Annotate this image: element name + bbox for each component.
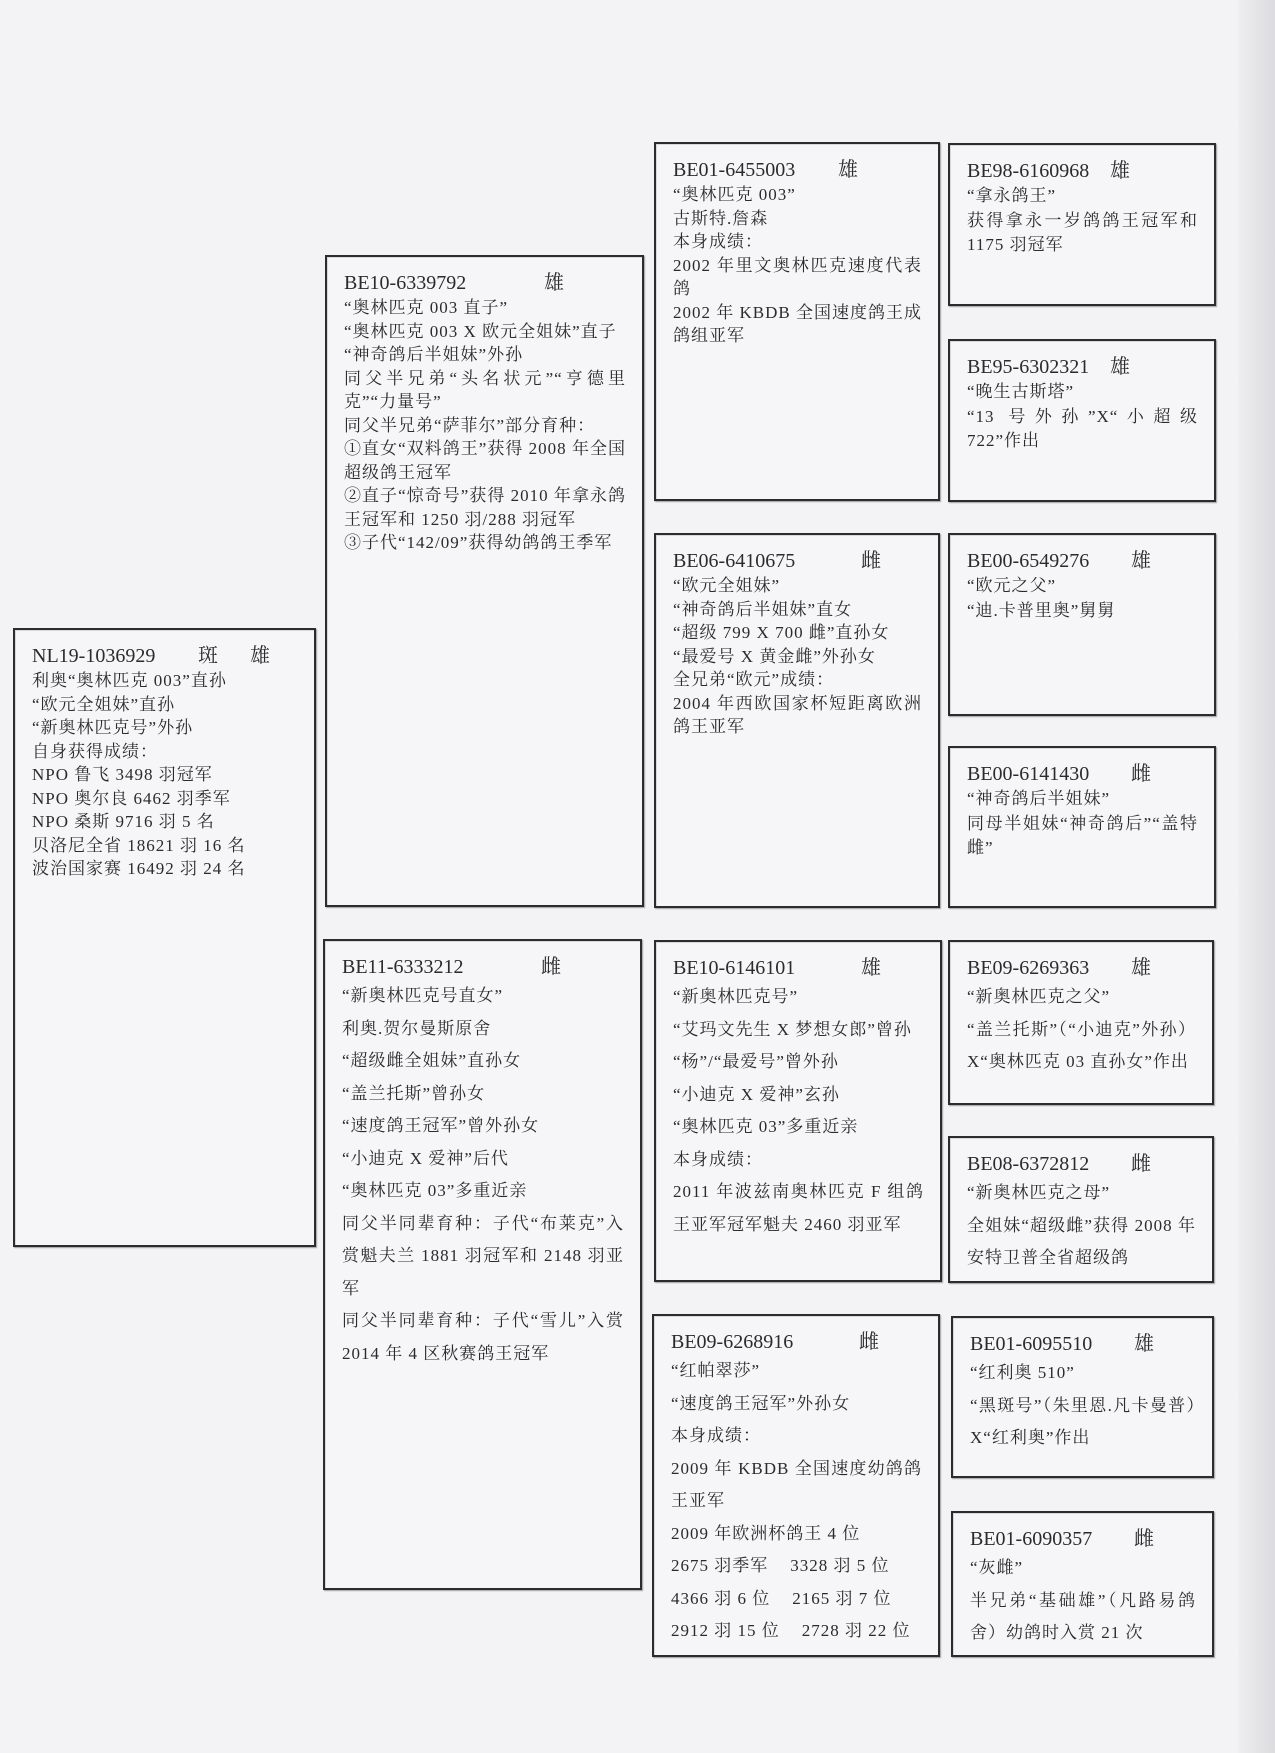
info-line: “奥林匹克 003 X 欧元全姐妹”直子 bbox=[344, 321, 617, 341]
result-row bbox=[671, 1615, 922, 1648]
ring-number: BE06-6410675 bbox=[673, 550, 796, 572]
info-line: “艾玛文先生 X 梦想女郎”曾孙 bbox=[673, 1019, 912, 1039]
info-line: 自身获得成绩： bbox=[32, 741, 158, 761]
ring-number: BE09-6268916 bbox=[671, 1331, 794, 1353]
info-line: 利奥“奥林匹克 003”直孙 bbox=[32, 671, 227, 690]
info-line: “小迪克 X 爱神”后代 bbox=[342, 1148, 509, 1168]
info-line: “速度鸽王冠军”外孙女 bbox=[671, 1393, 851, 1413]
info-line: “速度鸽王冠军”曾外孙女 bbox=[342, 1116, 540, 1135]
info-line: “新奥林匹克之母” bbox=[967, 1183, 1111, 1202]
sex-label: 雄 bbox=[1131, 550, 1151, 572]
ring-number: BE09-6269363 bbox=[967, 957, 1090, 979]
ring-number: BE00-6549276 bbox=[967, 550, 1090, 572]
info-line: NPO 奥尔良 6462 羽季军 bbox=[32, 788, 231, 808]
info-line: “晚生古斯塔” bbox=[967, 382, 1075, 401]
info-line: 贝洛尼全省 18621 羽 16 名 bbox=[32, 835, 246, 855]
info-line: 2002 年里文奥林匹克速度代表鸽 bbox=[673, 255, 922, 298]
sex-label: 雄 bbox=[544, 272, 564, 294]
info-line: NPO 鲁飞 3498 羽冠军 bbox=[32, 765, 213, 784]
sex-label: 雌 bbox=[859, 1331, 879, 1353]
pedigree-box-dam-dam bbox=[652, 1314, 940, 1657]
result-item: 2912 羽 15 位 bbox=[671, 1621, 780, 1640]
info-line: “新奥林匹克号”外孙 bbox=[32, 718, 194, 737]
result-item: 3328 羽 5 位 bbox=[790, 1556, 890, 1575]
info-line: 2011 年波兹南奥林匹克 F 组鸽王亚军冠军魁夫 2460 羽亚军 bbox=[673, 1182, 924, 1234]
info-line: 半兄弟“基础雄”（凡路易鸽舍）幼鸽时入赏 21 次 bbox=[970, 1590, 1196, 1642]
info-line: “灰雌” bbox=[970, 1558, 1024, 1577]
ring-number: BE10-6146101 bbox=[673, 957, 796, 979]
pedigree-box-dam-sire-sire bbox=[948, 940, 1214, 1105]
info-line: “盖兰托斯”曾孙女 bbox=[342, 1083, 486, 1103]
info-line: NPO 桑斯 9716 羽 5 名 bbox=[32, 812, 215, 831]
info-line: “拿永鸽王” bbox=[967, 186, 1057, 205]
pedigree-box-sire-sire-dam bbox=[948, 339, 1216, 502]
id-row bbox=[967, 955, 1196, 981]
ring-number: BE01-6455003 bbox=[673, 159, 796, 181]
info-line: “13 号外孙”X“小超级 722”作出 bbox=[967, 406, 1198, 450]
info-line: ②直子“惊奇号”获得 2010 年拿永鸽王冠军和 1250 羽/288 羽冠军 bbox=[344, 486, 626, 529]
info-line: ①直女“双料鸽王”获得 2008 年全国超级鸽王冠军 bbox=[344, 439, 626, 482]
pedigree-box-sire-sire bbox=[654, 142, 940, 501]
pedigree-box-dam bbox=[323, 939, 642, 1590]
id-row bbox=[32, 643, 298, 669]
sex-label: 雄 bbox=[1110, 160, 1130, 182]
sex-label: 雄 bbox=[861, 957, 881, 979]
info-line: “盖兰托斯”（“小迪克”外孙）X“奥林匹克 03 直孙女”作出 bbox=[967, 1019, 1196, 1071]
sex-label: 雄 bbox=[838, 159, 858, 181]
id-row bbox=[967, 1151, 1196, 1177]
info-line: 同父半兄弟“头名状元”“亨德里克”“力量号” bbox=[344, 368, 626, 411]
id-row bbox=[671, 1329, 922, 1355]
info-line: “神奇鸽后半姐妹”直女 bbox=[673, 599, 853, 619]
sex-label: 雄 bbox=[1110, 356, 1130, 378]
info-line: “新奥林匹克之父” bbox=[967, 987, 1111, 1006]
info-line: “新奥林匹克号直女” bbox=[342, 986, 504, 1005]
info-line: “神奇鸽后半姐妹” bbox=[967, 789, 1111, 808]
pedigree-box-dam-sire-dam bbox=[948, 1136, 1214, 1283]
info-line: 同母半姐妹“神奇鸽后”“盖特雌” bbox=[967, 813, 1198, 857]
id-row bbox=[342, 954, 624, 980]
info-line: “奥林匹克 03”多重近亲 bbox=[673, 1117, 859, 1136]
result-item: 2165 羽 7 位 bbox=[792, 1588, 892, 1608]
info-line: 本身成绩： bbox=[673, 232, 763, 251]
info-line: “奥林匹克 03”多重近亲 bbox=[342, 1181, 528, 1200]
ring-number: NL19-1036929 bbox=[32, 645, 156, 667]
info-line: 同父半同辈育种：子代“雪儿”入赏 2014 年 4 区秋赛鸽王冠军 bbox=[342, 1311, 624, 1363]
result-row bbox=[671, 1550, 922, 1583]
info-line: 古斯特.詹森 bbox=[673, 208, 769, 228]
info-line: ③子代“142/09”获得幼鸽鸽王季军 bbox=[344, 533, 613, 552]
ring-number: BE10-6339792 bbox=[344, 272, 467, 294]
info-line: “红利奥 510” bbox=[970, 1363, 1075, 1382]
sex-label: 雌 bbox=[541, 956, 561, 978]
info-line: 获得拿永一岁鸽鸽王冠军和 1175 羽冠军 bbox=[967, 210, 1198, 254]
color-label: 斑 bbox=[198, 645, 218, 667]
info-line: “新奥林匹克号” bbox=[673, 987, 799, 1006]
pedigree-box-subject bbox=[13, 628, 316, 1247]
id-row bbox=[673, 548, 922, 574]
ring-number: BE95-6302321 bbox=[967, 356, 1090, 378]
sex-label: 雌 bbox=[861, 550, 881, 572]
sex-label: 雄 bbox=[1134, 1333, 1154, 1355]
id-row bbox=[970, 1526, 1196, 1552]
ring-number: BE98-6160968 bbox=[967, 160, 1090, 182]
info-line: 全姐妹“超级雌”获得 2008 年安特卫普全省超级鸽 bbox=[967, 1215, 1196, 1267]
info-line: 本身成绩： bbox=[671, 1426, 761, 1445]
info-line: “神奇鸽后半姐妹”外孙 bbox=[344, 345, 524, 364]
id-row bbox=[673, 955, 924, 981]
info-line: “最爱号 X 黄金雌”外孙女 bbox=[673, 646, 876, 666]
result-item: 2728 羽 22 位 bbox=[801, 1621, 911, 1640]
scan-edge bbox=[1238, 0, 1275, 1753]
info-line: 2009 年欧洲杯鸽王 4 位 bbox=[671, 1523, 861, 1543]
info-line: “杨”/“最爱号”曾外孙 bbox=[673, 1052, 839, 1071]
info-line: 2002 年 KBDB 全国速度鸽王成鸽组亚军 bbox=[673, 302, 922, 345]
id-row bbox=[673, 157, 922, 183]
pedigree-box-sire-dam bbox=[654, 533, 940, 908]
sex-label: 雌 bbox=[1131, 763, 1151, 785]
result-row bbox=[671, 1583, 922, 1616]
info-line: “红帕翠莎” bbox=[671, 1361, 761, 1380]
sex-label: 雄 bbox=[1131, 957, 1151, 979]
info-line: 利奥.贺尔曼斯原舍 bbox=[342, 1018, 492, 1038]
info-line: “超级雌全姐妹”直孙女 bbox=[342, 1051, 522, 1070]
sex-label: 雌 bbox=[1131, 1153, 1151, 1175]
ring-number: BE01-6095510 bbox=[970, 1333, 1093, 1355]
ring-number: BE11-6333212 bbox=[342, 956, 464, 978]
id-row bbox=[967, 548, 1198, 574]
info-line: “小迪克 X 爱神”玄孙 bbox=[673, 1084, 840, 1104]
info-line: “欧元全姐妹”直孙 bbox=[32, 694, 176, 714]
info-line: 2009 年 KBDB 全国速度幼鸽鸽王亚军 bbox=[671, 1458, 922, 1510]
pedigree-box-sire-sire-sire bbox=[948, 143, 1216, 306]
info-line: “欧元之父” bbox=[967, 576, 1057, 595]
info-line: 同父半同辈育种：子代“布莱克”入赏魁夫兰 1881 羽冠军和 2148 羽亚军 bbox=[342, 1213, 624, 1298]
pedigree-box-dam-dam-sire bbox=[951, 1316, 1214, 1478]
info-line: 波治国家赛 16492 羽 24 名 bbox=[32, 859, 246, 878]
ring-number: BE08-6372812 bbox=[967, 1153, 1090, 1175]
id-row bbox=[967, 354, 1198, 380]
info-line: 全兄弟“欧元”成绩： bbox=[673, 670, 835, 689]
info-line: 2004 年西欧国家杯短距离欧洲鸽王亚军 bbox=[673, 693, 922, 736]
info-line: “黑斑号”（朱里恩.凡卡曼普）X“红利奥”作出 bbox=[970, 1395, 1196, 1447]
result-item: 2675 羽季军 bbox=[671, 1556, 769, 1575]
sex-label: 雄 bbox=[250, 645, 270, 667]
pedigree-box-sire bbox=[325, 255, 644, 907]
info-line: “奥林匹克 003 直子” bbox=[344, 298, 509, 317]
pedigree-box-sire-dam-dam bbox=[948, 746, 1216, 908]
info-line: “超级 799 X 700 雌”直孙女 bbox=[673, 623, 890, 642]
ring-number: BE00-6141430 bbox=[967, 763, 1090, 785]
info-line: 本身成绩： bbox=[673, 1149, 763, 1169]
info-line: “奥林匹克 003” bbox=[673, 185, 796, 204]
info-line: “迪.卡普里奥”舅舅 bbox=[967, 600, 1116, 620]
pedigree-box-sire-dam-sire bbox=[948, 533, 1216, 716]
sex-label: 雌 bbox=[1134, 1528, 1154, 1550]
pedigree-box-dam-dam-dam bbox=[951, 1511, 1214, 1657]
info-line: 同父半兄弟“萨菲尔”部分育种： bbox=[344, 415, 596, 435]
pedigree-box-dam-sire bbox=[654, 940, 942, 1282]
ring-number: BE01-6090357 bbox=[970, 1528, 1093, 1550]
result-item: 4366 羽 6 位 bbox=[671, 1588, 771, 1608]
id-row bbox=[970, 1331, 1196, 1357]
id-row bbox=[967, 158, 1198, 184]
id-row bbox=[344, 270, 626, 296]
info-line: “欧元全姐妹” bbox=[673, 576, 781, 595]
id-row bbox=[967, 761, 1198, 787]
